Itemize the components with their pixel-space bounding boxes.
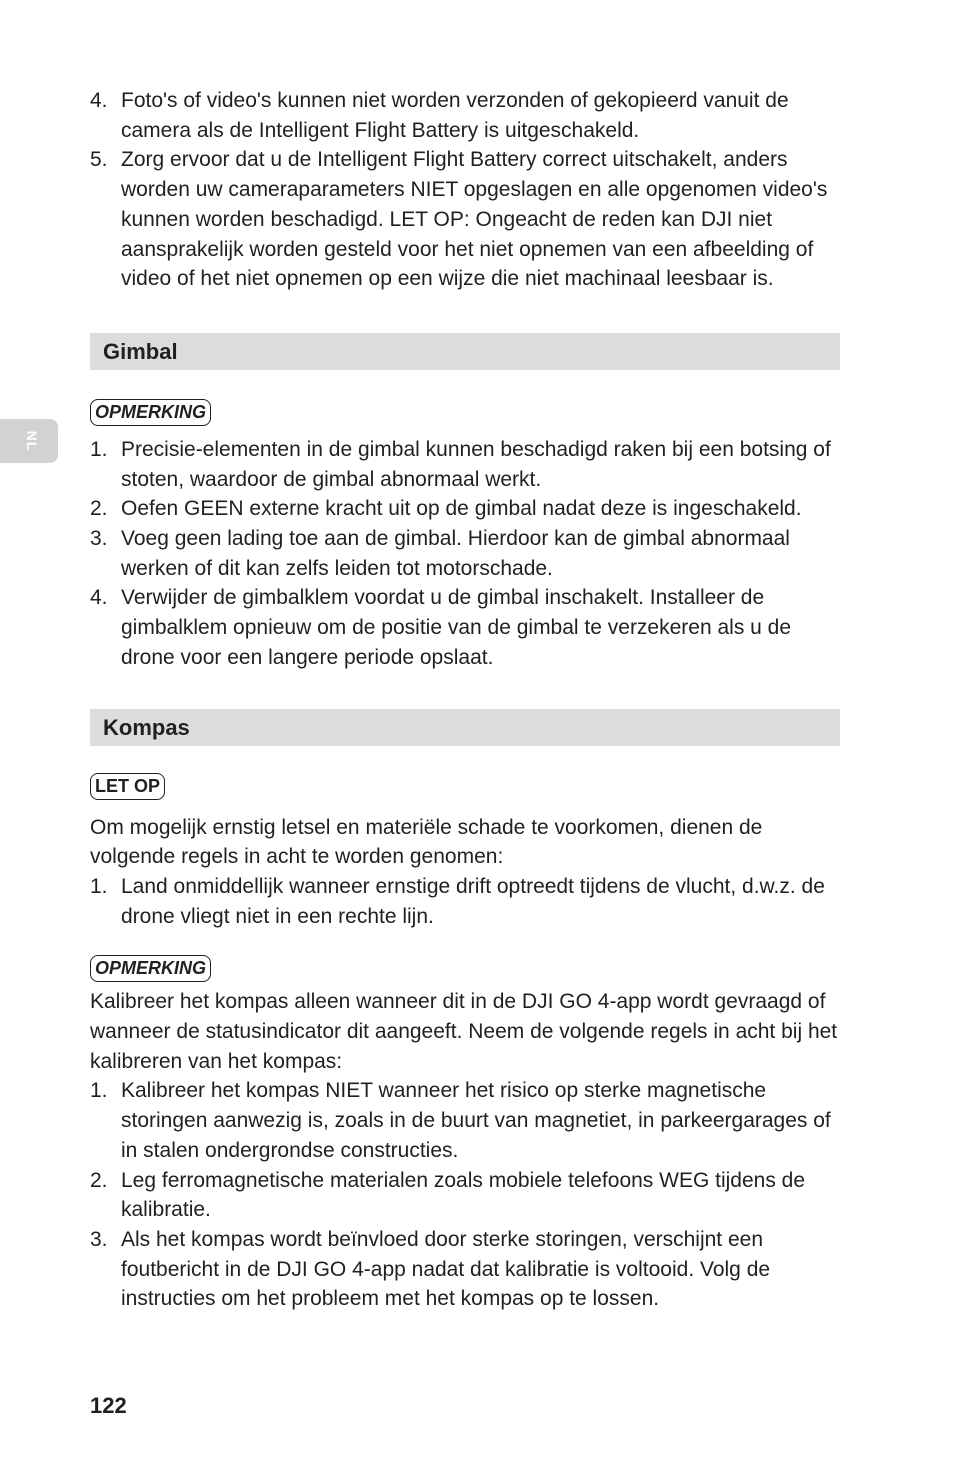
list-item-text: Voeg geen lading toe aan de gimbal. Hierdoor kan de gimbal abnormaal werken of dit kan zelfs leiden tot motorschade. (121, 527, 790, 580)
list-item-number: 1. (90, 874, 108, 898)
list-item (90, 494, 840, 524)
list-item-text: Als het kompas wordt beïnvloed door sterke storingen, verschijnt een foutbericht in de DJI GO 4-app nadat dat kalibratie is voltooid. Volg de instructies om het probleem met het kompas op te lossen. (121, 1227, 771, 1311)
list-item (90, 872, 840, 931)
list-item (90, 1076, 840, 1165)
note-intro: Kalibreer het kompas alleen wanneer dit in de DJI GO 4-app wordt gevraagd of wanneer de statusindicator dit aangeeft. Neem de volgende regels in acht bij het kalibreren van het kompas: (90, 990, 838, 1073)
section-header-kompas: Kompas (90, 709, 840, 746)
gimbal-note-label (90, 399, 840, 428)
list-item-number: 3. (90, 527, 108, 551)
list-item-text: Kalibreer het kompas NIET wanneer het risico op sterke magnetische storingen aanwezig is, zoals in de buurt van magnetiet, in parkeergarages of in stalen ondergrondse constructies. (121, 1079, 831, 1162)
note-badge: OPMERKING (90, 399, 211, 426)
list-item-number: 2. (90, 1168, 108, 1192)
list-item-number: 1. (90, 437, 108, 461)
list-item-number: 5. (90, 148, 108, 172)
list-item-number: 2. (90, 497, 108, 521)
list-item-text: Verwijder de gimbalklem voordat u de gimbal inschakelt. Installeer de gimbalklem opnieuw om de positie van de gimbal te verzekeren als u de drone voor een langere periode opslaat. (121, 586, 792, 669)
kompas-warning-label (90, 773, 840, 801)
warning-list (90, 872, 840, 931)
list-item-number: 4. (90, 89, 108, 112)
list-item (90, 524, 840, 583)
page-content (90, 86, 840, 1314)
list-item (90, 435, 840, 494)
gimbal-list (90, 435, 840, 673)
list-item-text: Precisie-elementen in de gimbal kunnen beschadigd raken bij een botsing of stoten, waardoor de gimbal abnormaal werkt. (121, 437, 831, 491)
list-item (90, 86, 840, 145)
warning-intro: Om mogelijk ernstig letsel en materiële schade te voorkomen, dienen de volgende regels in acht te worden genomen: (90, 815, 763, 869)
list-item-text: Zorg ervoor dat u de Intelligent Flight Battery correct uitschakelt, anders worden uw cameraparameters NIET opgeslagen en alle opgenomen video's kunnen worden beschadigd. LET OP: Ongeacht de reden kan DJI niet aansprakelijk worden gesteld voor het niet opnemen van een afbeelding of video of het niet opnemen op een wijze die niet machinaal leesbaar is. (121, 148, 828, 291)
list-item (90, 1225, 840, 1314)
list-item-number: 3. (90, 1227, 108, 1251)
note-list (90, 1076, 840, 1314)
list-item (90, 1166, 840, 1225)
warning-badge: LET OP (90, 773, 165, 800)
kompas-note-label (90, 955, 840, 983)
language-tab (0, 419, 58, 463)
list-item (90, 145, 840, 294)
list-item-text: Oefen GEEN externe kracht uit op de gimbal nadat deze is ingeschakeld. (121, 497, 802, 521)
page-number: 122 (90, 1393, 127, 1418)
list-item-text: Leg ferromagnetische materialen zoals mobiele telefoons WEG tijdens de kalibratie. (121, 1168, 806, 1222)
note-badge: OPMERKING (90, 955, 211, 982)
list-item-number: 1. (90, 1079, 108, 1103)
list-item-number: 4. (90, 586, 108, 610)
language-tab-label: NL (24, 430, 40, 452)
list-item-text: Foto's of video's kunnen niet worden verzonden of gekopieerd vanuit de camera als de Intelligent Flight Battery is uitgeschakeld. (121, 89, 789, 142)
list-item-text: Land onmiddellijk wanneer ernstige drift optreedt tijdens de vlucht, d.w.z. de drone vliegt niet in een rechte lijn. (121, 874, 825, 928)
list-item (90, 583, 840, 672)
intro-list (90, 86, 840, 294)
section-header-gimbal: Gimbal (90, 333, 840, 370)
